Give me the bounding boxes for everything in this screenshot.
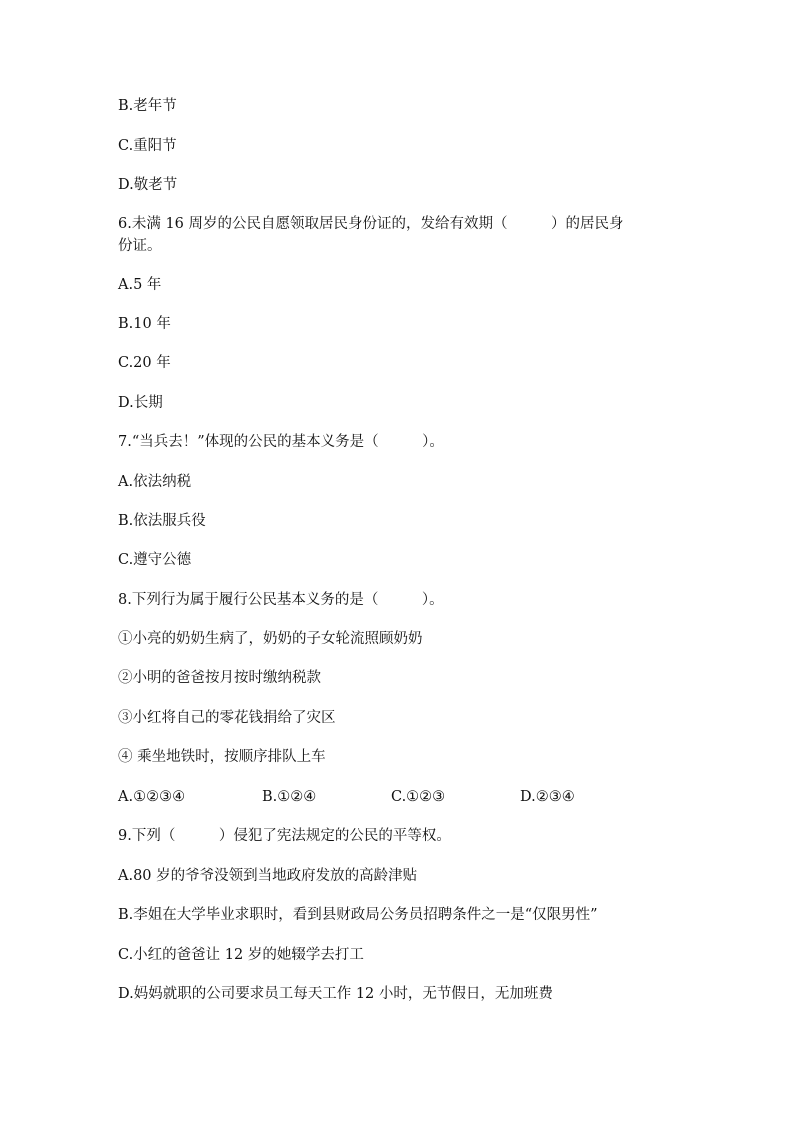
question-6-option-c: C.20 年	[118, 355, 171, 371]
question-8-statement-1: ①小亮的奶奶生病了，奶奶的子女轮流照顾奶奶	[118, 631, 423, 647]
question-7-stem: 7.“当兵去！”体现的公民的基本义务是（ ）。	[118, 434, 444, 450]
question-8-option-d: D.②③④	[520, 789, 575, 805]
question-8-option-b: B.①②④	[262, 789, 317, 805]
question-9-option-c: C.小红的爸爸让 12 岁的她辍学去打工	[118, 947, 364, 963]
option-b-text: B.老年节	[118, 98, 177, 114]
question-6-stem-continued: 份证。	[118, 238, 162, 254]
question-8-statement-4: ④ 乘坐地铁时，按顺序排队上车	[118, 749, 326, 765]
question-8-stem: 8.下列行为属于履行公民基本义务的是（ ）。	[118, 592, 444, 608]
option-d-text: D.敬老节	[118, 177, 178, 193]
question-9-stem: 9.下列（ ）侵犯了宪法规定的公民的平等权。	[118, 828, 451, 844]
option-c-text: C.重阳节	[118, 138, 177, 154]
question-7-option-a: A.依法纳税	[118, 474, 192, 490]
question-9-option-a: A.80 岁的爷爷没领到当地政府发放的高龄津贴	[118, 868, 418, 884]
question-7-option-b: B.依法服兵役	[118, 513, 206, 529]
question-8-option-a: A.①②③④	[118, 789, 186, 805]
question-8-statement-2: ②小明的爸爸按月按时缴纳税款	[118, 670, 321, 686]
question-6-option-a: A.5 年	[118, 277, 162, 293]
question-6-stem: 6.未满 16 周岁的公民自愿领取居民身份证的，发给有效期（ ）的居民身	[118, 216, 624, 232]
question-6-option-b: B.10 年	[118, 316, 171, 332]
question-9-option-b: B.李姐在大学毕业求职时，看到县财政局公务员招聘条件之一是“仅限男性”	[118, 907, 598, 923]
question-8-option-c: C.①②③	[391, 789, 446, 805]
question-8-statement-3: ③小红将自己的零花钱捐给了灾区	[118, 710, 336, 726]
question-6-option-d: D.长期	[118, 395, 163, 411]
question-7-option-c: C.遵守公德	[118, 552, 192, 568]
question-8-options-row	[118, 787, 638, 807]
question-9-option-d: D.妈妈就职的公司要求员工每天工作 12 小时，无节假日，无加班费	[118, 986, 553, 1002]
